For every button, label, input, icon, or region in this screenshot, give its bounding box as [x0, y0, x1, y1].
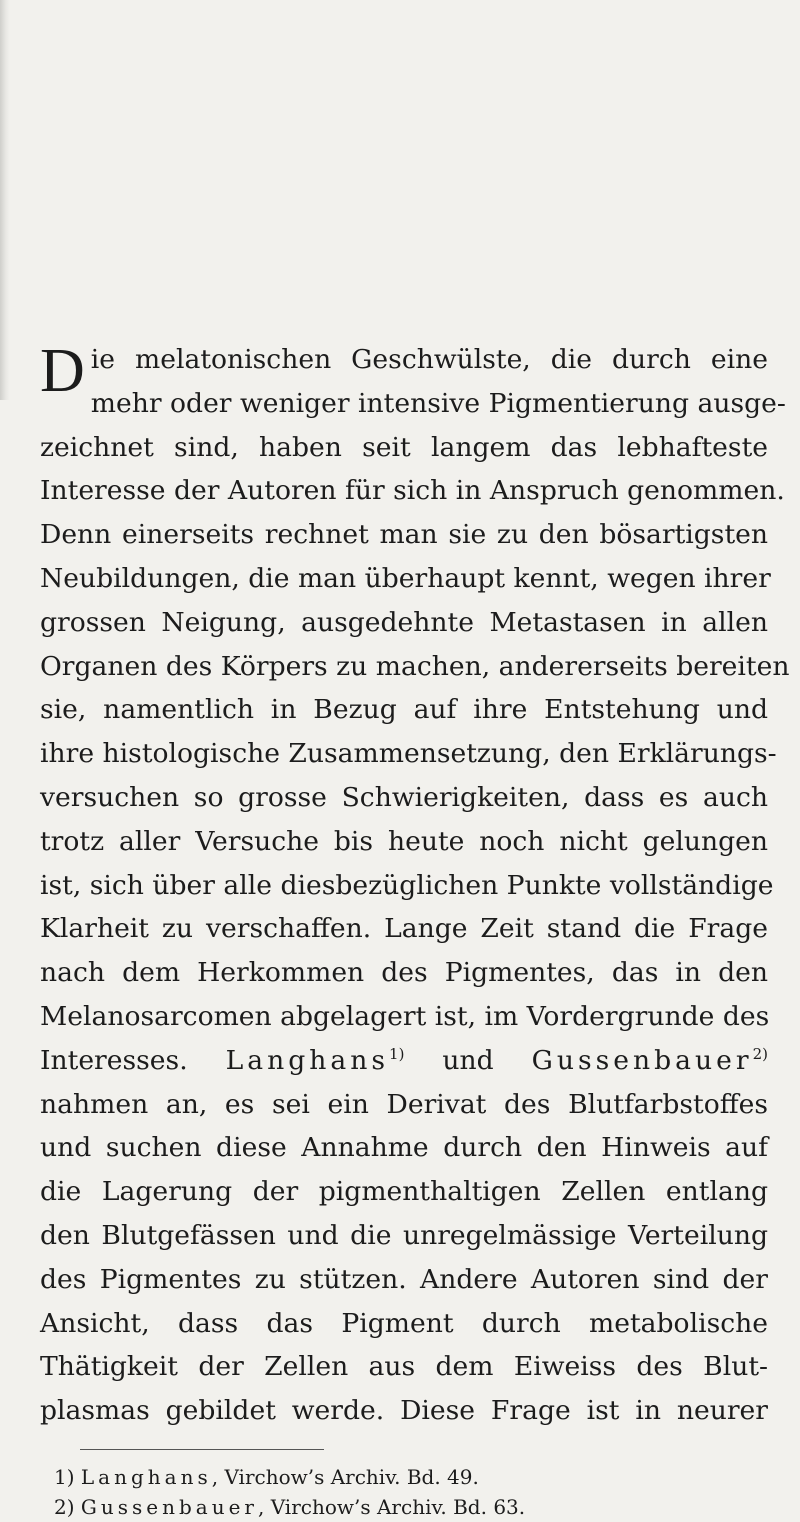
text-line-1: ie melatonischen Geschwülste, die durch eine	[90, 344, 768, 375]
text-line: und suchen diese Annahme durch den Hinweis auf	[40, 1132, 768, 1164]
footnote-text: , Virchow’s Archiv. Bd. 63.	[258, 1494, 526, 1519]
text-line: des Pigmentes zu stützen. Andere Autoren sind der	[40, 1263, 768, 1295]
text-line: Klarheit zu verschaffen. Lange Zeit stand die Frage	[40, 913, 768, 945]
text-line: plasmas gebildet werde. Diese Frage ist in neurer	[40, 1395, 768, 1427]
reference-line	[40, 1039, 768, 1083]
main-paragraph	[40, 337, 790, 1433]
footnote-1	[54, 1462, 768, 1492]
page-edge-shadow	[0, 0, 10, 400]
footnotes	[40, 1462, 768, 1522]
text-line: Interesse der Autoren für sich in Anspruch genommen.	[40, 475, 785, 507]
text-line: nahmen an, es sei ein Derivat des Blutfarbstoffes	[40, 1088, 768, 1120]
footnote-number: 2)	[54, 1494, 75, 1519]
text-line: grossen Neigung, ausgedehnte Metastasen in allen	[40, 606, 768, 638]
footnote-2	[54, 1492, 768, 1522]
text-line: den Blutgefässen und die unregelmässige Verteilung	[40, 1219, 768, 1251]
text-line: mehr oder weniger intensive Pigmentierung ausge-	[90, 387, 786, 419]
text-line: Denn einerseits rechnet man sie zu den bösartigsten	[40, 519, 768, 551]
text-line: nach dem Herkommen des Pigmentes, das in den	[40, 957, 768, 989]
footnote-text: , Virchow’s Archiv. Bd. 49.	[211, 1464, 479, 1489]
text-line: die Lagerung der pigmenthaltigen Zellen entlang	[40, 1176, 768, 1208]
ref-line-und: und	[442, 1044, 494, 1076]
text-line: sie, namentlich in Bezug auf ihre Entstehung und	[40, 694, 768, 726]
author-langhans: Langhans	[225, 1044, 390, 1076]
footnote-number: 1)	[54, 1464, 75, 1489]
footnote-ref-1: 1)	[389, 1044, 405, 1063]
text-line: ihre histologische Zusammensetzung, den Erklärungs-	[40, 738, 777, 770]
text-line: Organen des Körpers zu machen, andererseits bereiten	[40, 650, 790, 682]
footnote-author: Langhans	[80, 1464, 212, 1489]
text-line: Ansicht, dass das Pigment durch metabolische	[40, 1307, 768, 1339]
drop-cap: D	[40, 337, 85, 405]
ref-line-start: Interesses.	[40, 1044, 188, 1076]
text-line: ist, sich über alle diesbezüglichen Punkte vollständige	[40, 869, 774, 901]
author-gussenbauer: Gussenbauer	[531, 1044, 753, 1076]
text-line: Thätigkeit der Zellen aus dem Eiweiss des Blut-	[40, 1351, 768, 1383]
text-line: Neubildungen, die man überhaupt kennt, wegen ihrer	[40, 562, 771, 594]
footnote-separator	[80, 1449, 324, 1450]
text-line: zeichnet sind, haben seit langem das lebhafteste	[40, 431, 768, 463]
text-line: trotz aller Versuche bis heute noch nicht gelungen	[40, 825, 768, 857]
footnote-ref-2: 2)	[752, 1044, 768, 1063]
text-line: versuchen so grosse Schwierigkeiten, dass es auch	[40, 781, 768, 813]
footnote-author: Gussenbauer	[80, 1494, 258, 1519]
book-page	[40, 337, 790, 1522]
text-line: Melanosarcomen abgelagert ist, im Vordergrunde des	[40, 1000, 770, 1032]
